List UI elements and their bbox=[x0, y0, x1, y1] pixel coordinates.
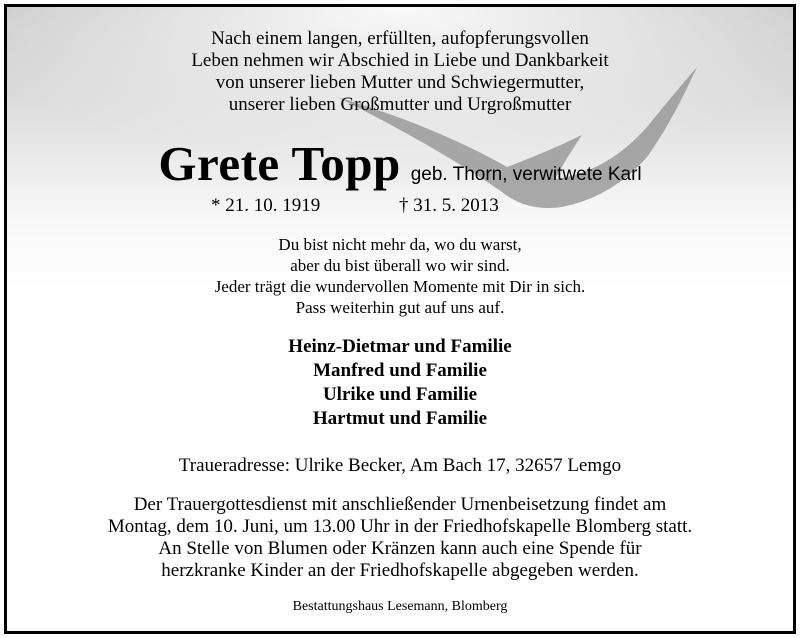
maiden-name: geb. Thorn, verwitwete Karl bbox=[410, 164, 642, 185]
poem-line: Du bist nicht mehr da, wo du warst, bbox=[278, 235, 522, 254]
intro-line: von unserer lieben Mutter und Schwiegermutter, bbox=[215, 72, 585, 93]
notice-line: Montag, dem 10. Juni, um 13.00 Uhr in der Friedhofskapelle Blomberg statt. bbox=[107, 516, 693, 537]
poem-line: Jeder trägt die wundervollen Momente mit Dir in sich. bbox=[214, 277, 586, 296]
death-date: † 31. 5. 2013 bbox=[399, 195, 499, 216]
life-dates bbox=[7, 195, 793, 217]
notice-line: Der Trauergottesdienst mit anschließender Urnenbeisetzung findet am bbox=[133, 494, 667, 515]
notice-line: herzkranke Kinder an der Friedhofskapelle abgegeben werden. bbox=[161, 560, 639, 581]
intro-line: Nach einem langen, erfüllten, aufopferungsvollen bbox=[211, 28, 589, 49]
deceased-name: Grete Topp bbox=[158, 136, 401, 191]
name-row bbox=[7, 135, 793, 192]
poem-line: aber du bist überall wo wir sind. bbox=[290, 256, 510, 275]
intro-line: unserer lieben Großmutter und Urgroßmutter bbox=[228, 94, 572, 115]
notice-line: An Stelle von Blumen oder Kränzen kann auch eine Spende für bbox=[158, 538, 642, 559]
mourning-address: Traueradresse: Ulrike Becker, Am Bach 17, 32657 Lemgo bbox=[178, 455, 622, 476]
obituary-frame bbox=[4, 4, 796, 634]
family-line: Hartmut und Familie bbox=[312, 408, 488, 429]
poem-line: Pass weiterhin gut auf uns auf. bbox=[295, 298, 505, 317]
obituary-content bbox=[7, 7, 793, 631]
family-line: Heinz-Dietmar und Familie bbox=[288, 336, 512, 357]
family-line: Manfred und Familie bbox=[313, 360, 487, 381]
intro-line: Leben nehmen wir Abschied in Liebe und Dankbarkeit bbox=[191, 50, 609, 71]
funeral-home: Bestattungshaus Lesemann, Blomberg bbox=[292, 599, 508, 614]
family-line: Ulrike und Familie bbox=[322, 384, 478, 405]
birth-date: * 21. 10. 1919 bbox=[211, 195, 321, 216]
